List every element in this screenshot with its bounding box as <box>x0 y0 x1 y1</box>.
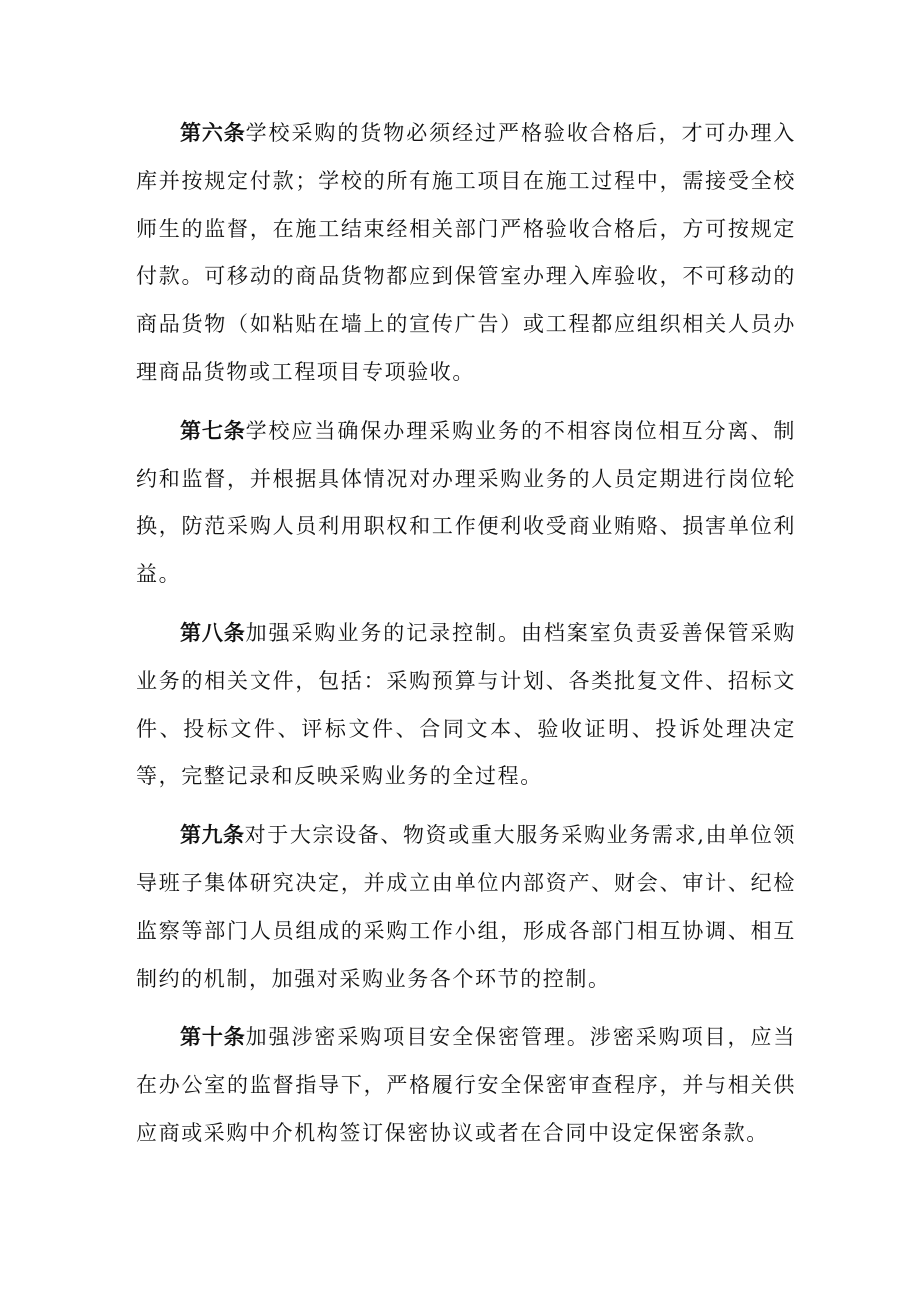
article-7-title: 第七条 <box>180 418 246 443</box>
article-6-text: 学校采购的货物必须经过严格验收合格后，才可办理入库并按规定付款；学校的所有施工项目在施工过程中，需接受全校师生的监督，在施工结束经相关部门严格验收合格后，方可按规定付款。可移动的商品货物都应到保管室办理入库验收，不可移动的商品货物（如粘贴在墙上的宣传广告）或工程都应组织相关人员办理商品货物或工程项目专项验收。 <box>136 121 797 384</box>
document-body <box>136 110 796 1169</box>
article-9-text: 对于大宗设备、物资或重大服务采购业务需求,由单位领导班子集体研究决定，并成立由单位内部资产、财会、审计、纪检监察等部门人员组成的采购工作小组，形成各部门相互协调、相互制约的机制，加强对采购业务各个环节的控制。 <box>136 823 796 991</box>
article-8-title: 第八条 <box>180 620 246 645</box>
article-7 <box>136 408 796 599</box>
article-10 <box>136 1014 796 1157</box>
article-9-title: 第九条 <box>180 823 245 848</box>
article-8 <box>136 610 796 801</box>
article-9 <box>136 812 796 1003</box>
article-10-text: 加强涉密采购项目安全保密管理。涉密采购项目，应当在办公室的监督指导下，严格履行安全保密审查程序，并与相关供应商或采购中介机构签订保密协议或者在合同中设定保密条款。 <box>136 1025 797 1145</box>
article-7-text: 学校应当确保办理采购业务的不相容岗位相互分离、制约和监督，并根据具体情况对办理采购业务的人员定期进行岗位轮换，防范采购人员利用职权和工作便利收受商业贿赂、损害单位利益。 <box>136 418 797 587</box>
article-6 <box>136 110 796 397</box>
article-6-title: 第六条 <box>180 121 246 145</box>
article-8-text: 加强采购业务的记录控制。由档案室负责妥善保管采购业务的相关文件，包括：采购预算与计划、各类批复文件、招标文件、投标文件、评标文件、合同文本、验收证明、投诉处理决定等，完整记录和反映采购业务的全过程。 <box>136 620 797 789</box>
article-10-title: 第十条 <box>180 1025 246 1050</box>
